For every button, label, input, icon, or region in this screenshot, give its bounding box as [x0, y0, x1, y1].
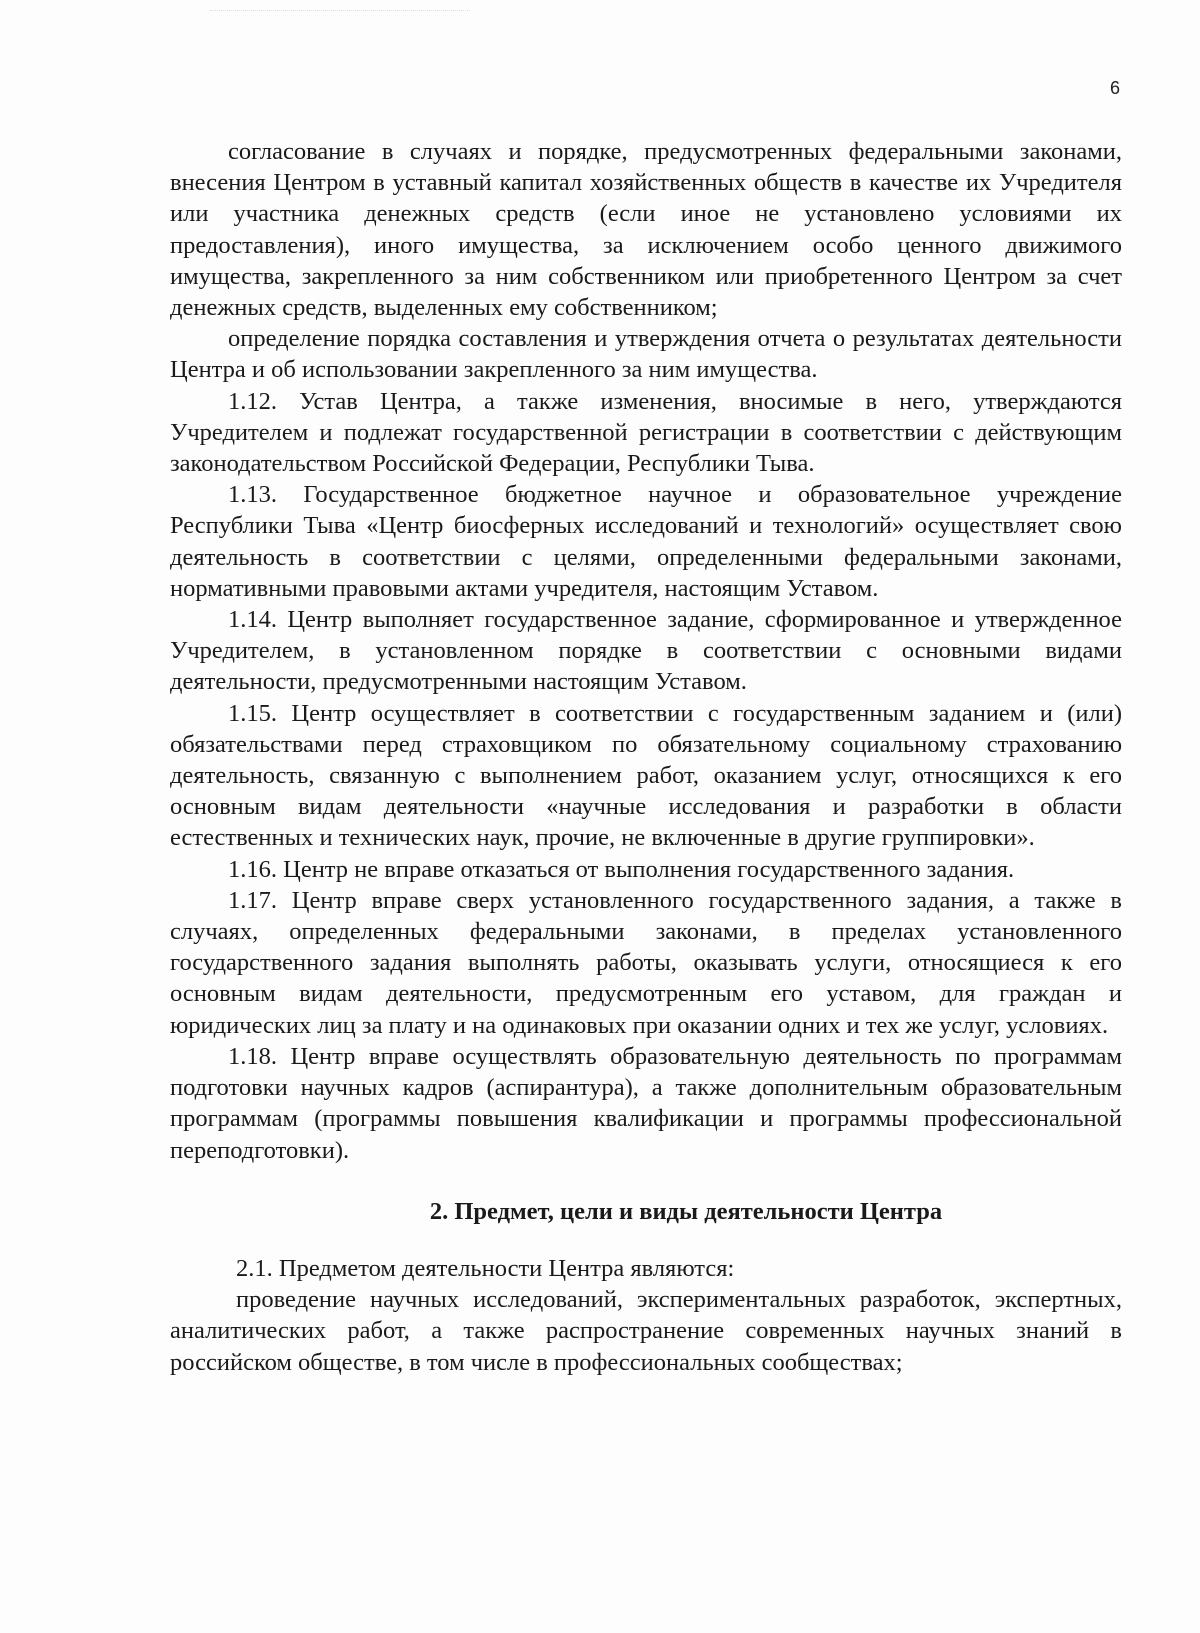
paragraph: 1.14. Центр выполняет государственное задание, сформированное и утвержденное Учредителем, в установленном порядке в соответствии с основными видами деятельности, предусмотренными настоящим Уставом.: [170, 606, 1122, 696]
paragraph: 1.15. Центр осуществляет в соответствии с государственным заданием и (или) обязательствами перед страховщиком по обязательному социальному страхованию деятельность, связанную с выполнением работ, оказанием услуг, относящихся к его основным видам деятельности «научные исследования и разработки в области естественных и технических наук, прочие, не включенные в другие группировки».: [170, 699, 1122, 852]
paragraph: 1.17. Центр вправе сверх установленного государственного задания, а также в случаях, определенных федеральными законами, в пределах установленного государственного задания выполнять работы, оказывать услуги, относящиеся к его основным видам деятельности, предусмотренным его уставом, для граждан и юридических лиц за плату и на одинаковых при оказании одних и тех же услуг, условиях.: [170, 886, 1122, 1039]
paragraph: определение порядка составления и утверждения отчета о результатах деятельности Центра и об использовании закрепленного за ним имущества.: [170, 325, 1122, 384]
paragraph: 1.18. Центр вправе осуществлять образовательную деятельность по программам подготовки научных кадров (аспирантура), а также дополнительным образовательным программам (программы повышения квалификации и программы профессиональной переподготовки).: [170, 1042, 1122, 1164]
page-number: 6: [1110, 78, 1121, 98]
paragraph: 1.12. Устав Центра, а также изменения, вносимые в него, утверждаются Учредителем и подлежат государственной регистрации в соответствии с действующим законодательством Российской Федерации, Республики Тыва.: [170, 387, 1122, 478]
paragraph: 2.1. Предметом деятельности Центра являются:: [236, 1254, 735, 1282]
document-body: [170, 136, 1122, 1378]
paragraph: 1.13. Государственное бюджетное научное и образовательное учреждение Республики Тыва «Центр биосферных исследований и технологий» осуществляет свою деятельность в соответствии с целями, определенными федеральными законами, нормативными правовыми актами учредителя, настоящим Уставом.: [170, 481, 1122, 602]
paragraph: согласование в случаях и порядке, предусмотренных федеральными законами, внесения Центром в уставный капитал хозяйственных обществ в качестве их Учредителя или участника денежных средств (если иное не установлено условиями их предоставления), иного имущества, за исключением особо ценного движимого имущества, закрепленного за ним собственником или приобретенного Центром за счет денежных средств, выделенных ему собственником;: [170, 138, 1122, 322]
scan-artifact: [210, 10, 470, 14]
paragraph: 1.16. Центр не вправе отказаться от выполнения государственного задания.: [228, 855, 1015, 883]
paragraph: проведение научных исследований, экспериментальных разработок, экспертных, аналитических работ, а также распространение современных научных знаний в российском обществе, в том числе в профессиональных сообществах;: [170, 1286, 1122, 1376]
section-heading: 2. Предмет, цели и виды деятельности Центра: [429, 1197, 943, 1225]
